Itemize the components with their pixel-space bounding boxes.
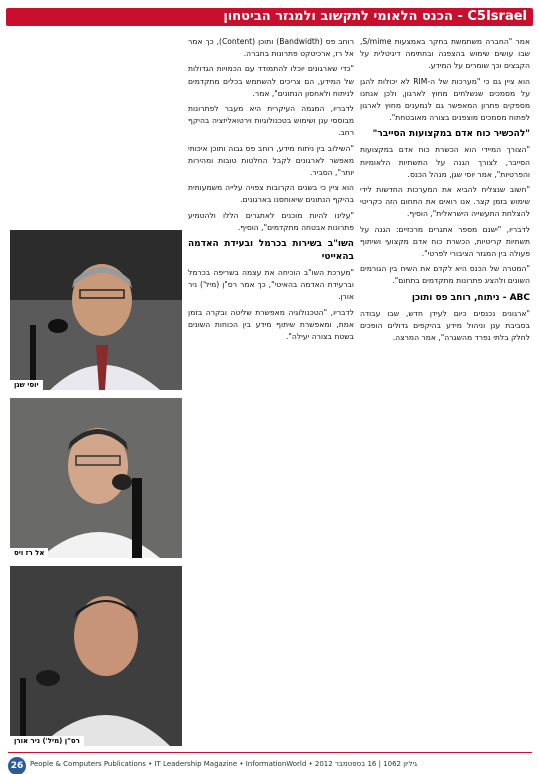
paragraph: "הצורך המיידי הוא הכשרת כוח אדם במקצועות הסייבר, לצורך הגנה על התשתיות הלאומיות והפרטיות", אמר יוסי שגן, מנהל הכנס. [360, 145, 530, 179]
paragraph: "עלינו להיות מוכנים לאתגרים הללו ולהטמיע פתרונות אבטחה מתקדמים", הוסיף. [188, 210, 354, 232]
article-column-right [360, 36, 530, 736]
page-number: 26 [8, 757, 26, 774]
article-column-middle [188, 36, 354, 736]
paragraph: "השילוב בין ניתוח מידע, רוחב פס גבוה ותוכן איכותי מאפשר לארגונים לקבל החלטות טובות ומהירות יותר", הסביר. [188, 143, 354, 178]
page-footer [0, 752, 539, 774]
paragraph: "ארגונים נכנסים כיום לעידן חדש, שבו עבודה בסביבת ענן וניהול מידע בהיקפים גדולים הופכים לחלק בלתי נפרד מהשגרה", אמר המרצה. [360, 308, 530, 343]
section-subhead: "להכשיר כוח אדם במקצועות הסייבר" [372, 129, 530, 140]
page-header [0, 0, 539, 32]
portrait-image [10, 398, 182, 558]
paragraph: "מערכת השו"ב הוכיחה את עצמה בשריפה בכרמל וברעידת האדמה בהאיטי", כך אמר רס"ן (מיל') ניר אורן. [188, 268, 354, 302]
paragraph: "חשוב שנצליח להביא את המערכות החדשות לידי שימוש בזמן קצר. אנו רואים את התחום הזה כקריטי להצלחת התעשייה הישראלית", הוסיף. [360, 185, 530, 219]
paragraph: הוא ציין כי בשנים הקרובות צפויה עלייה משמעותית בהיקף הנתונים שיאוחסנו בארגונים. [188, 183, 354, 205]
section-subhead: ABC - ניתוח, רוחב פס ותוכן [411, 292, 530, 303]
photo-caption: אל רז ויס [10, 548, 48, 558]
portrait-photo [10, 398, 182, 558]
paragraph: לדבריו, המגמה העיקרית היא מעבר לפתרונות מבוססי ענן ושימוש בטכנולוגיות וירטואליזציה בהיקף רחב. [188, 104, 354, 138]
portrait-photo [10, 566, 182, 746]
paragraph: אמר "החברה משתמשת בחקר באמצעות S/mime, שבו עושים שימוש בהצפנה ובחתימה דיגיטלית על הקבצים וכך שומרים על המידע. [360, 37, 530, 71]
footer-publication-info: People & Computers Publications • IT Leadership Magazine • InformationWorld • 2012 גיליון 1062 | 16 בספטמבר [30, 760, 418, 768]
paragraph: "המטרה של הכנס היא לקדם את השיח בין הגורמים השונים ולהציג פתרונות מתקדמים בתחום". [360, 264, 530, 286]
paragraph: הוא ציין גם כי "מערכות של ה-RIM לא יכולות להגן על מסמכים שנשלחים מחוץ לארגון, ולכן אנחנו מספקים פתרון המאפשר גם לנמענים מחוץ לארגון לפתוח מסמכים מוצפנים בצורה מאובטחת". [360, 76, 530, 123]
photo-caption: יוסי שגן [10, 380, 43, 390]
paragraph: רוחב פס (Bandwidth) ותוכן (Content), כך אמר אל רז, ארכיטקט פתרונות בחברה. [188, 37, 354, 59]
portrait-image [10, 230, 182, 390]
paragraph: "כדי שארגונים יוכלו להתמודד עם הכמויות הגדולות של המידע, הם צריכים להשתמש בכלים מתקדמים לניתוח ולאחסון הנתונים", אמר. [188, 64, 354, 98]
paragraph: לדבריו, "הטכנולוגיה מאפשרת שליטה ובקרה בזמן אמת, ומאפשרת שיתוף מידע בין הכוחות השונים בשטח בצורה יעילה". [188, 307, 354, 342]
portrait-image [10, 566, 182, 746]
section-subhead: השו"ב בשירות בכרמל ובעידת האדמה בהאייטי [188, 239, 354, 263]
portrait-photo [10, 230, 182, 390]
photo-caption: רס"ן (מיל') ניר אורן [10, 736, 84, 746]
footer-divider [8, 752, 532, 753]
header-title: C5Israel - הכנס הלאומי לתקשוב ולמגזר הביטחון [223, 9, 527, 24]
paragraph: לדבריו, "ישנם מספר אתגרים מרכזיים: הגנה על תשתיות קריטיות, הכשרת כוח אדם מקצועי ושיתוף פעולה בין המגזר הציבורי לפרטי". [360, 224, 530, 259]
